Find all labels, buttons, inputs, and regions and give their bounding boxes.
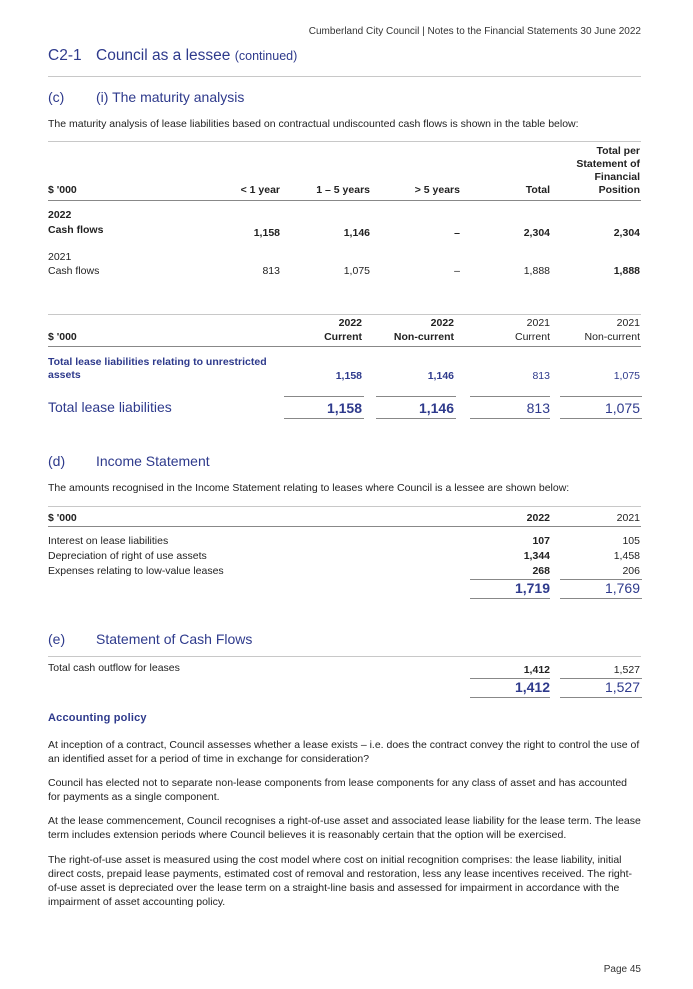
- table2-total-bl3: [470, 418, 550, 419]
- table3-total-bl2: [560, 598, 642, 599]
- table2-total-v1: 1,158: [326, 400, 362, 416]
- table3-row-label: Interest on lease liabilities: [48, 535, 169, 547]
- table3-total-bl1: [470, 598, 550, 599]
- table1-header-tpsfp: Total per Statement of Financial Position: [576, 145, 640, 196]
- table2-h3-label: Current: [514, 331, 550, 343]
- subsection-c-name: (i) The maturity analysis: [96, 89, 245, 105]
- subsection-d-letter: (d): [48, 453, 66, 469]
- policy-paragraph: Council has elected not to separate non-lease components from lease components for any class of asset and has accounted for payments as a single component.: [48, 777, 628, 803]
- table2-row-v1: 1,158: [335, 370, 362, 382]
- table2-h2-label: Non-current: [393, 331, 454, 343]
- subsection-c-title: [48, 89, 244, 105]
- table3-header-2021: 2021: [616, 512, 640, 524]
- table2-total-v4: 1,075: [604, 400, 640, 416]
- table1-2021-gt5: –: [454, 265, 460, 277]
- table4-row-2022: 1,412: [523, 664, 550, 676]
- section-rule: [48, 76, 641, 77]
- subsection-e-name: Statement of Cash Flows: [96, 631, 253, 647]
- section-title: [48, 47, 297, 65]
- table1-year-2021: 2021: [48, 251, 72, 263]
- table2-header-unit: $ '000: [48, 331, 77, 343]
- table2-row-v4: 1,075: [613, 370, 640, 382]
- table3-row-2021: 206: [622, 565, 640, 577]
- table2-total-v3: 813: [526, 400, 550, 416]
- table2-header-rule: [48, 346, 641, 347]
- table2-total-ul2: [376, 396, 456, 397]
- table1-2022-gt5: –: [454, 227, 460, 239]
- section-continued: (continued): [234, 49, 298, 63]
- table1-2021-tpsfp: 1,888: [613, 265, 640, 277]
- table2-total-v2: 1,146: [418, 400, 454, 416]
- table1-header-rule: [48, 200, 641, 201]
- table2-total-label: Total lease liabilities: [48, 399, 172, 415]
- table2-h2-year: 2022: [430, 317, 454, 329]
- policy-paragraph: At the lease commencement, Council recognises a right-of-use asset and associated lease liability for the lease term. The lease term includes extension periods where Council believes it is reasonably certain that the option will be exercised.: [48, 815, 641, 841]
- table1-header-lt1: < 1 year: [240, 184, 280, 196]
- table1-2022-tpsfp: 2,304: [613, 227, 640, 239]
- table2-h4-label: Non-current: [584, 331, 640, 343]
- subsection-e-title: [48, 631, 252, 647]
- subsection-d-title: [48, 453, 210, 469]
- page-header: Cumberland City Council | Notes to the Financial Statements 30 June 2022: [308, 26, 641, 37]
- subsection-d-name: Income Statement: [96, 453, 210, 469]
- table2-total-ul4: [560, 396, 642, 397]
- table3-row-2021: 1,458: [613, 550, 640, 562]
- table2-row-v2: 1,146: [427, 370, 454, 382]
- table2-top-rule: [48, 314, 641, 315]
- table1-header-unit: $ '000: [48, 184, 77, 196]
- table1-header-gt5: > 5 years: [414, 184, 460, 196]
- subsection-d-intro: The amounts recognised in the Income Statement relating to leases where Council is a lessee are shown below:: [48, 482, 570, 494]
- table4-top-rule: [48, 656, 641, 657]
- table3-row-2022: 107: [532, 535, 550, 547]
- table1-header-total: Total: [525, 184, 550, 196]
- table1-2021-total: 1,888: [523, 265, 550, 277]
- table2-row-label: Total lease liabilities relating to unrestricted assets: [48, 356, 267, 381]
- section-number: C2-1: [48, 47, 82, 64]
- table4-total-bl1: [470, 697, 550, 698]
- table2-total-ul3: [470, 396, 550, 397]
- table1-2022-1to5: 1,146: [343, 227, 370, 239]
- table3-total-2021: 1,769: [604, 580, 640, 596]
- policy-paragraph: At inception of a contract, Council assesses whether a lease exists – i.e. does the contract convey the right to control the use of an identified asset for a period of time in exchange for consideration?: [48, 739, 640, 765]
- table1-2022-total: 2,304: [523, 227, 550, 239]
- table2-h1-year: 2022: [338, 317, 362, 329]
- section-name: Council as a lessee: [96, 47, 231, 64]
- table2-total-bl2: [376, 418, 456, 419]
- table1-2021-1to5: 1,075: [343, 265, 370, 277]
- table1-2022-lt1: 1,158: [253, 227, 280, 239]
- table3-top-rule: [48, 506, 641, 507]
- table3-header-rule: [48, 526, 641, 527]
- table1-2022-label: Cash flows: [48, 224, 104, 236]
- table4-total-2021: 1,527: [604, 679, 640, 695]
- table2-total-bl4: [560, 418, 642, 419]
- table4-total-2022: 1,412: [514, 679, 550, 695]
- table3-row-label: Depreciation of right of use assets: [48, 550, 207, 562]
- table2-total-ul1: [284, 396, 364, 397]
- table3-header-2022: 2022: [526, 512, 550, 524]
- table2-total-bl1: [284, 418, 364, 419]
- subsection-e-letter: (e): [48, 631, 66, 647]
- subsection-c-intro: The maturity analysis of lease liabilities based on contractual undiscounted cash flows is shown in the table below:: [48, 118, 579, 130]
- page-number: Page 45: [603, 964, 641, 975]
- table1-header-1to5: 1 – 5 years: [316, 184, 370, 196]
- table3-row-label: Expenses relating to low-value leases: [48, 565, 224, 577]
- table3-total-2022: 1,719: [514, 580, 550, 596]
- table4-total-bl2: [560, 697, 642, 698]
- table2-h1-label: Current: [324, 331, 362, 343]
- table2-h3-year: 2021: [526, 317, 550, 329]
- table3-row-2021: 105: [622, 535, 640, 547]
- policy-paragraph: The right-of-use asset is measured using the cost model where cost on initial recognition comprises: the lease liability, initial direct costs, prepaid lease payments, estimated cost of removal and restoration, less any lease incentives received. The right-of-use asset is depreciated over the lease term on a straight-line basis and assessed for impairment in accordance with the impairment of asset accounting policy.: [48, 854, 633, 908]
- table1-2021-label: Cash flows: [48, 265, 100, 277]
- table4-row-2021: 1,527: [613, 664, 640, 676]
- table3-header-unit: $ '000: [48, 512, 77, 524]
- table3-row-2022: 1,344: [523, 550, 550, 562]
- table4-row-label: Total cash outflow for leases: [48, 662, 180, 674]
- table1-2021-lt1: 813: [262, 265, 280, 277]
- table3-row-2022: 268: [532, 565, 550, 577]
- policy-heading: Accounting policy: [48, 712, 147, 724]
- subsection-c-letter: (c): [48, 89, 65, 105]
- table1-year-2022: 2022: [48, 209, 72, 221]
- table2-h4-year: 2021: [616, 317, 640, 329]
- table2-row-v3: 813: [532, 370, 550, 382]
- table1-top-rule: [48, 141, 641, 142]
